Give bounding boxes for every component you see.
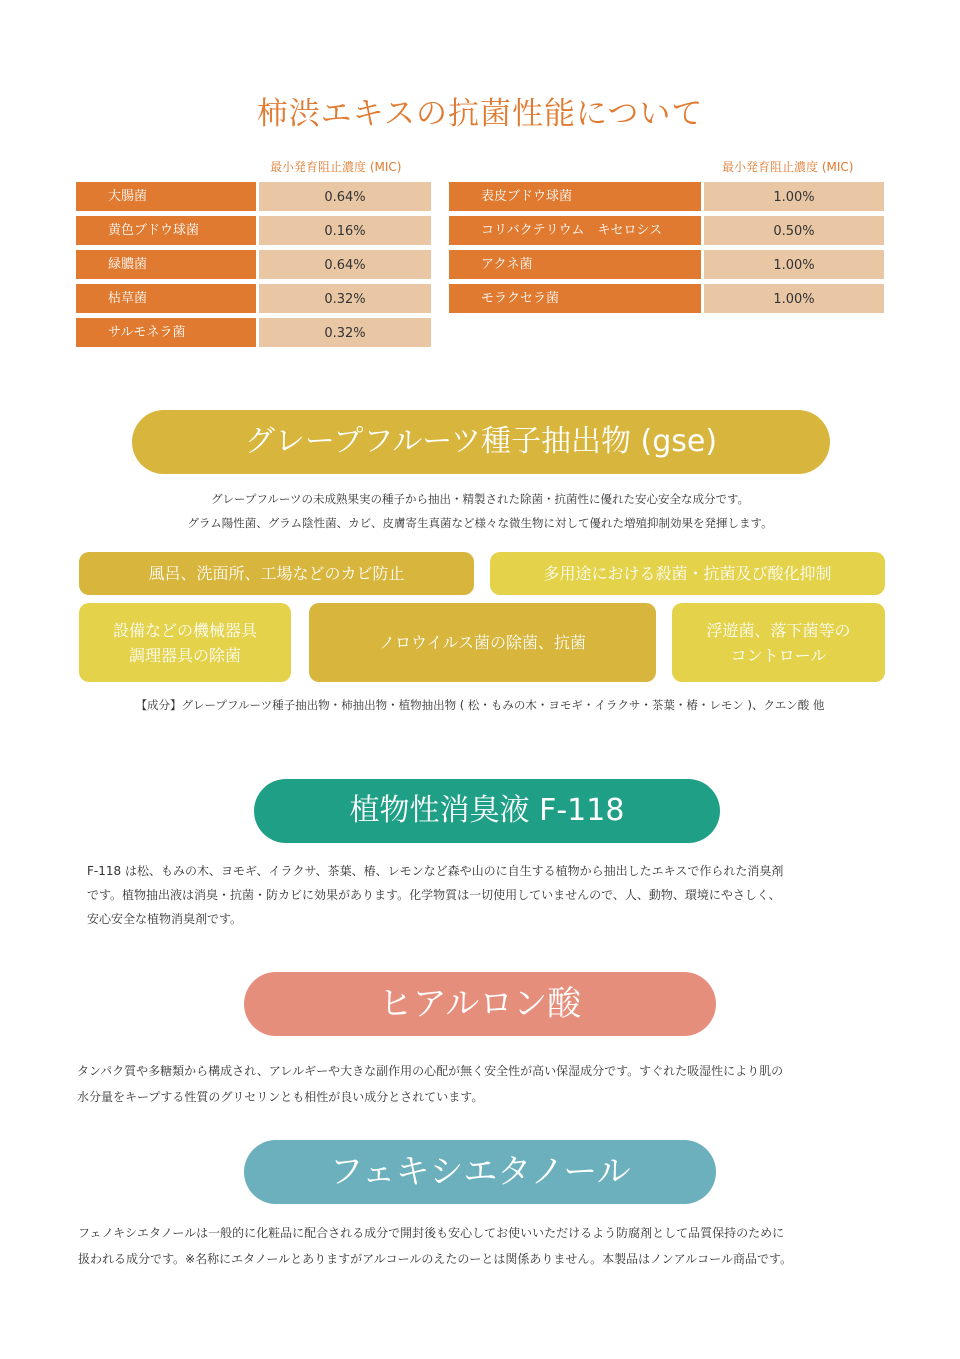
mic-row <box>449 284 884 313</box>
mic-organism: 黄色ブドウ球菌 <box>76 216 256 245</box>
gse-ingredients: 【成分】グレープフルーツ種子抽出物・柿抽出物・植物抽出物 ( 松・もみの木・ヨモギ・イラクサ・茶葉・椿・レモン )、クエン酸 他 <box>135 698 825 712</box>
mic-value: 0.32% <box>256 284 431 313</box>
desc-line: 扱われる成分です。※名称にエタノールとありますがアルコールのえたのーとは関係ありません。本製品はノンアルコール商品です。 <box>78 1252 792 1266</box>
hyaluronic-description <box>77 1058 897 1110</box>
mic-organism: 大腸菌 <box>76 182 256 211</box>
mic-organism: 枯草菌 <box>76 284 256 313</box>
page-title: 柿渋エキスの抗菌性能について <box>256 96 704 132</box>
mic-organism: コリバクテリウム キセロシス <box>449 216 701 245</box>
box-line: コントロール <box>730 645 827 665</box>
mic-row <box>76 250 431 279</box>
gse-use-sterilization: 多用途における殺菌・抗菌及び酸化抑制 <box>490 552 885 595</box>
mic-value: 0.32% <box>256 318 431 347</box>
box-line: 設備などの機械器具 <box>112 620 257 640</box>
mic-table-left <box>76 182 431 347</box>
mic-row <box>76 284 431 313</box>
f118-description <box>87 859 887 931</box>
mic-value: 0.64% <box>256 182 431 211</box>
gse-use-airborne <box>672 603 885 682</box>
box-line: 浮遊菌、落下菌等の <box>706 620 851 640</box>
gse-use-mold-prevention: 風呂、洗面所、工場などのカビ防止 <box>79 552 474 595</box>
mic-header-left: 最小発育阻止濃度 (MIC) <box>270 160 402 174</box>
gse-desc-line: グレープフルーツの未成熟果実の種子から抽出・精製された除菌・抗菌性に優れた安心安全な成分です。 <box>210 492 750 506</box>
mic-table-right <box>449 182 884 313</box>
gse-use-equipment <box>79 603 291 682</box>
hyaluronic-title: ヒアルロン酸 <box>244 972 716 1036</box>
mic-row <box>449 250 884 279</box>
mic-value: 0.50% <box>701 216 884 245</box>
box-line: 調理器具の除菌 <box>128 645 241 665</box>
mic-value: 1.00% <box>701 250 884 279</box>
mic-value: 1.00% <box>701 182 884 211</box>
phenoxy-title: フェキシエタノール <box>244 1140 716 1204</box>
desc-line: です。植物抽出液は消臭・抗菌・防カビに効果があります。化学物質は一切使用していませんので、人、動物、環境にやさしく、 <box>87 888 781 902</box>
mic-organism: 緑膿菌 <box>76 250 256 279</box>
desc-line: F-118 は松、もみの木、ヨモギ、イラクサ、茶葉、椿、レモンなど森や山のに自生する植物から抽出したエキスで作られた消臭剤 <box>87 864 784 878</box>
mic-organism: モラクセラ菌 <box>449 284 701 313</box>
phenoxy-description <box>78 1220 898 1272</box>
desc-line: タンパク質や多糖類から構成され、アレルギーや大きな副作用の心配が無く安全性が高い保湿成分です。すぐれた吸湿性により肌の <box>77 1064 784 1078</box>
mic-header-right: 最小発育阻止濃度 (MIC) <box>722 160 854 174</box>
desc-line: 水分量をキープする性質のグリセリンとも相性が良い成分とされています。 <box>77 1090 484 1104</box>
mic-organism: サルモネラ菌 <box>76 318 256 347</box>
mic-row <box>76 182 431 211</box>
desc-line: 安心安全な植物消臭剤です。 <box>87 912 243 926</box>
mic-value: 0.64% <box>256 250 431 279</box>
mic-row <box>449 216 884 245</box>
mic-organism: 表皮ブドウ球菌 <box>449 182 701 211</box>
mic-organism: アクネ菌 <box>449 250 701 279</box>
mic-value: 0.16% <box>256 216 431 245</box>
mic-row <box>76 318 431 347</box>
gse-desc-line: グラム陽性菌、グラム陰性菌、カビ、皮膚寄生真菌など様々な微生物に対して優れた増殖抑制効果を発揮します。 <box>187 516 773 530</box>
gse-description <box>0 487 960 535</box>
gse-title: グレープフルーツ種子抽出物 (gse) <box>132 410 830 474</box>
mic-row <box>76 216 431 245</box>
gse-use-norovirus: ノロウイルス菌の除菌、抗菌 <box>309 603 656 682</box>
mic-value: 1.00% <box>701 284 884 313</box>
mic-row <box>449 182 884 211</box>
desc-line: フェノキシエタノールは一般的に化粧品に配合される成分で開封後も安心してお使いいただけるよう防腐剤として品質保持のために <box>78 1226 785 1240</box>
f118-title: 植物性消臭液 F-118 <box>254 779 720 843</box>
